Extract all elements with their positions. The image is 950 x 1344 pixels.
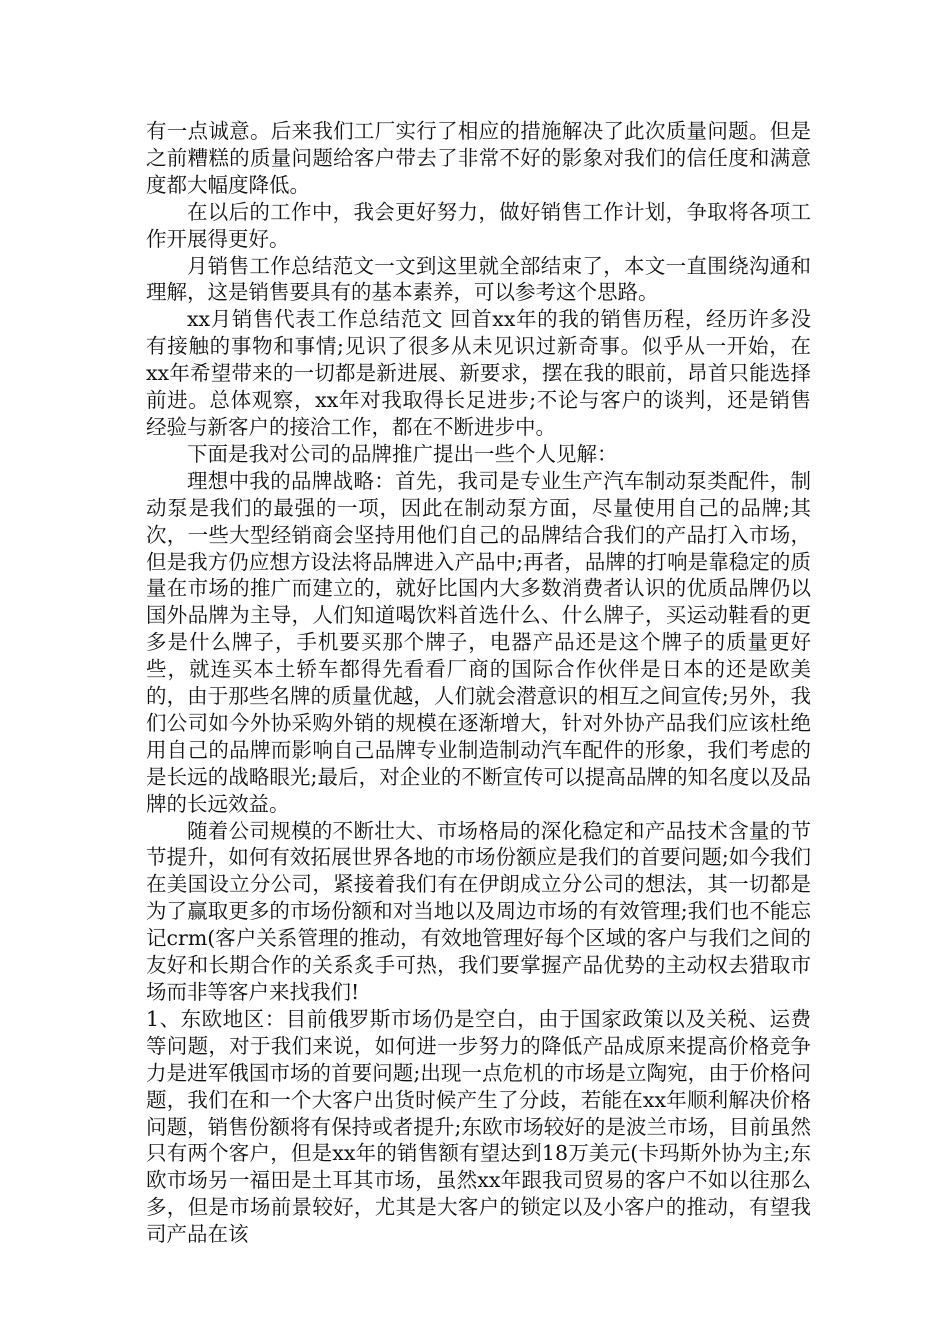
paragraph-2: 在以后的工作中，我会更好努力，做好销售工作计划，争取将各项工作开展得更好。 [146, 199, 811, 251]
paragraph-6: 理想中我的品牌战略：首先，我司是专业生产汽车制动泵类配件，制动泵是我们的最强的一项，因此在制动泵方面，尽量使用自己的品牌;其次，一些大型经销商会坚持用他们自己的品牌结合我们的产品打入市场，但是我方仍应想方设法将品牌进入产品中;再者，品牌的打响是靠稳定的质量在市场的推广而建立的，就好比国内大多数消费者认识的优质品牌仍以国外品牌为主导，人们知道喝饮料首选什么、什么牌子，买运动鞋看的更多是什么牌子，手机要买那个牌子，电器产品还是这个牌子的质量更好些，就连买本土轿车都得先看看厂商的国际合作伙伴是日本的还是欧美的，由于那些名牌的质量优越，人们就会潜意识的相互之间宣传;另外，我们公司如今外协采购外销的规模在逐渐增大，针对外协产品我们应该杜绝用自己的品牌而影响自己品牌专业制造制动汽车配件的形象，我们考虑的是长远的战略眼光;最后，对企业的不断宣传可以提高品牌的知名度以及品牌的长远效益。 [146, 468, 811, 816]
paragraph-8: 1、东欧地区：目前俄罗斯市场仍是空白，由于国家政策以及关税、运费等问题，对于我们来说，如何进一步努力的降低产品成原来提高价格竞争力是进军俄国市场的首要问题;出现一点危机的市场是立陶宛，由于价格问题，我们在和一个大客户出货时候产生了分歧，若能在xx年顺利解决价格问题，销售份额将有保持或者提升;东欧市场较好的是波兰市场，目前虽然只有两个客户，但是xx年的销售额有望达到18万美元(卡玛斯外协为主;东欧市场另一福田是土耳其市场，虽然xx年跟我司贸易的客户不如以往那么多，但是市场前景较好，尤其是大客户的锁定以及小客户的推动，有望我司产品在该 [146, 1006, 811, 1247]
paragraph-3: 月销售工作总结范文一文到这里就全部结束了，本文一直围绕沟通和理解，这是销售要具有的基本素养，可以参考这个思路。 [146, 253, 811, 305]
paragraph-7: 随着公司规模的不断壮大、市场格局的深化稳定和产品技术含量的节节提升，如何有效拓展世界各地的市场份额应是我们的首要问题;如今我们在美国设立分公司，紧接着我们有在伊朗成立分公司的想法，其一切都是为了赢取更多的市场份额和对当地以及周边市场的有效管理;我们也不能忘记crm(客户关系管理的推动，有效地管理好每个区域的客户与我们之间的友好和长期合作的关系炙手可热，我们要掌握产品优势的主动权去猎取市场而非等客户来找我们! [146, 818, 811, 1004]
paragraph-4: xx月销售代表工作总结范文 回首xx年的我的销售历程，经历许多没有接触的事物和事情;见识了很多从未见识过新奇事。似乎从一开始，在xx年希望带来的一切都是新进展、新要求，摆在我的眼前，昂首只能选择前进。总体观察，xx年对我取得长足进步;不论与客户的谈判，还是销售经验与新客户的接洽工作，都在不断进步中。 [146, 307, 811, 439]
document-body [146, 118, 811, 1248]
paragraph-5: 下面是我对公司的品牌推广提出一些个人见解： [187, 441, 618, 466]
paragraph-1: 有一点诚意。后来我们工厂实行了相应的措施解决了此次质量问题。但是之前糟糕的质量问题给客户带去了非常不好的影象对我们的信任度和满意度都大幅度降低。 [146, 119, 811, 197]
